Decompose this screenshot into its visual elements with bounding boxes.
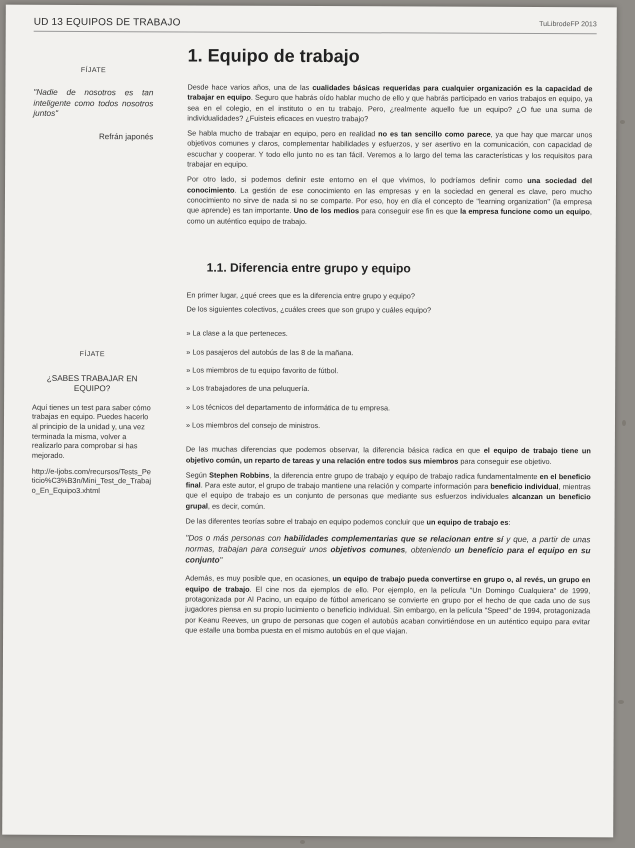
section-title: 1. Equipo de trabajo <box>187 45 360 67</box>
list-item: » Los pasajeros del autobús de las 8 de la mañana. <box>186 347 354 357</box>
sidebar-box-title: ¿SABES TRABAJAR EN EQUIPO? <box>46 373 138 394</box>
paragraph: Además, es muy posible que, en ocasiones, un equipo de trabajo pueda convertirse en grupo o, al revés, un grupo en equipo de trabajo. El cine nos da ejemplos de ello. Por ejemplo, en la película "Un Domingo Cualquiera" de 1999, protagonizada por Al Pacino, un equipo de fútbol americano se convierte en grupo por el hecho de que cada uno de sus jugadores piensa en su propio lucimiento o beneficio individual. Sin embargo, en la película "Speed" de 1994, protagonizada por Keanu Reeves, un grupo de personas que cogen el autobús acaban convirtiéndose en un auténtico equipo para evitar que estalle una bomba puesta en el mismo autobús en el que viajan. <box>185 573 591 636</box>
fijate-label: FÍJATE <box>79 350 105 358</box>
paragraph: Se habla mucho de trabajar en equipo, pero en realidad no es tan sencillo como parece, ya que hay que marcar unos objetivos comunes y claros, complementar habilidades y esfuerzos, y ser asertivo en la comunicación, con capacidad de escuchar y cooperar. Y todo ello junto no es tan fácil. Veremos a lo largo del tema las características y los requisitos para trabajar en equipo. <box>187 128 593 169</box>
sidebar <box>32 45 154 496</box>
quote-author: Refrán japonés <box>98 131 154 141</box>
paragraph: Según Stephen Robbins, la diferencia entre grupo de trabajo y equipo de trabajo radica fundamentalmente en el beneficio final. Para este autor, el grupo de trabajo mantiene una relación y comparte información para beneficio individual, mientras que el equipo de trabajo es un conjunto de personas que mediante sus esfuerzos individuales alcanzan un beneficio grupal, es decir, común. <box>185 470 591 511</box>
paragraph: De las muchas diferencias que podemos observar, la diferencia básica radica en que el equipo de trabajo tiene un objetivo común, un reparto de tareas y una relación entre todos sus miembros para conseguir ese objetivo. <box>185 444 591 466</box>
paragraph: Desde hace varios años, una de las cualidades básicas requeridas para cualquier organización es la capacidad de trabajar en equipo. Seguro que habrás oído hablar mucho de ello y que habrás participado en varios trabajos en equipo, ya sea en el colegio, en el instituto o en tu trabajo. Pero, ¿realmente aquello fue un equipo? ¿O fue una suma de individualidades? ¿Fuisteis eficaces en vuestro trabajo? <box>187 82 593 124</box>
sidebar-quote: "Nadie de nosotros es tan inteligente como todos nosotros juntos" <box>33 87 154 118</box>
question: De los siguientes colectivos, ¿cuáles crees que son grupo y cuáles equipo? <box>186 304 432 315</box>
question: En primer lugar, ¿qué crees que es la diferencia entre grupo y equipo? <box>186 290 415 301</box>
team-definition: "Dos o más personas con habilidades complementarias que se relacionan entre sí y que, a partir de unas normas, trabajan para conseguir unos objetivos comunes, obteniendo un beneficio para el equipo en su conjunto" <box>185 533 591 565</box>
test-link[interactable]: http://e-ljobs.com/recursos/Tests_Peticio%C3%B3n/Mini_Test_de_Trabajo_En_Equipo3.xhtml <box>31 466 152 496</box>
list-item: » La clase a la que perteneces. <box>186 328 288 339</box>
list-item: » Los técnicos del departamento de informática de tu empresa. <box>186 402 391 412</box>
background-speck <box>300 840 305 844</box>
background-speck <box>622 420 626 426</box>
sidebar-box-text: Aquí tienes un test para saber cómo trabajas en equipo. Puedes hacerlo al principio de la unidad y, una vez terminada la misma, volver a realizarlo para comprobar si has mejorado. <box>31 402 151 460</box>
list-item: » Los miembros del consejo de ministros. <box>185 420 321 430</box>
paragraph: Por otro lado, si podemos definir este entorno en el que vivimos, lo podríamos definir como una sociedad del conocimiento. La gestión de ese conocimiento en las empresas y en la sociedad en general es clave, pero mucho conocimiento no sirve de nada si no se comparte. Por eso, hoy en día el concepto de "learning organization" (la empresa que aprende) es tan importante. Uno de los medios para conseguir ese fin es que la empresa funcione como un equipo, como un auténtico equipo de trabajo. <box>186 174 593 226</box>
publisher-mark: TuLibrodeFP 2013 <box>539 20 597 29</box>
background-speck <box>620 120 625 124</box>
background-speck <box>618 700 624 704</box>
unit-title: UD 13 EQUIPOS DE TRABAJO <box>33 16 181 29</box>
list-item: » Los miembros de tu equipo favorito de fútbol. <box>186 365 339 376</box>
collectives-list <box>186 329 591 433</box>
paragraph: De las diferentes teorías sobre el trabajo en equipo podemos concluir que un equipo de trabajo es: <box>185 516 511 527</box>
main-content <box>185 45 593 637</box>
list-item: » Los trabajadores de una peluquería. <box>186 383 310 394</box>
fijate-label: FÍJATE <box>80 66 107 75</box>
subsection-title: 1.1. Diferencia entre grupo y equipo <box>206 260 411 276</box>
document-page <box>2 5 617 838</box>
page-header <box>34 15 597 34</box>
